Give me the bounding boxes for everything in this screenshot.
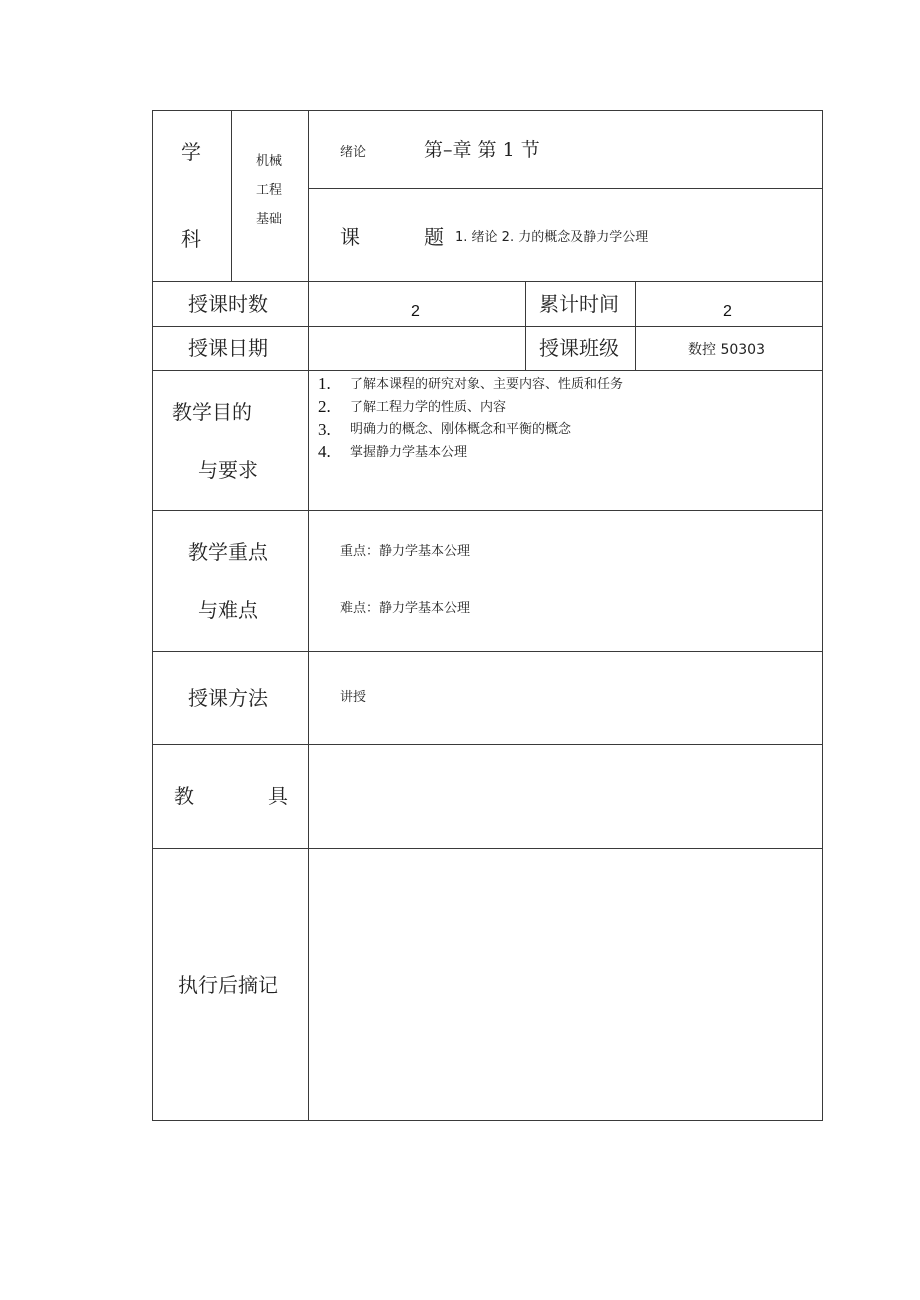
method-label: 授课方法 bbox=[188, 686, 268, 710]
method-value: 讲授 bbox=[340, 690, 367, 705]
subject-label-char1: 学 bbox=[181, 140, 201, 164]
topic-value: 1. 绪论 2. 力的概念及静力学公理 bbox=[455, 230, 649, 245]
hours-value: 2 bbox=[411, 303, 420, 320]
objective-text: 掌握静力学基本公理 bbox=[350, 445, 468, 460]
objectives-label-line2: 与要求 bbox=[198, 458, 258, 482]
cumulative-label: 累计时间 bbox=[539, 292, 619, 316]
topic-label-char2: 题 bbox=[424, 225, 444, 249]
cumulative-value: 2 bbox=[723, 303, 732, 320]
chapter-value: 第–章 第 1 节 bbox=[424, 139, 540, 161]
difficult-point-text: 难点：静力学基本公理 bbox=[340, 601, 471, 616]
class-value: 数控 50303 bbox=[688, 342, 765, 358]
date-label: 授课日期 bbox=[188, 336, 268, 360]
subject-name-line1: 机械 bbox=[256, 154, 283, 169]
section-label: 绪论 bbox=[340, 145, 367, 160]
topic-label-char1: 课 bbox=[340, 225, 360, 249]
notes-label: 执行后摘记 bbox=[178, 973, 278, 997]
key-point-text: 重点：静力学基本公理 bbox=[340, 544, 471, 559]
objective-number: 1. bbox=[318, 374, 331, 393]
objective-number: 4. bbox=[318, 442, 331, 461]
subject-name-line2: 工程 bbox=[256, 183, 283, 198]
subject-label-char2: 科 bbox=[181, 227, 201, 251]
objectives-label-line1: 教学目的 bbox=[172, 400, 252, 424]
tools-label-char2: 具 bbox=[268, 784, 288, 808]
objective-number: 3. bbox=[318, 420, 331, 439]
hours-label: 授课时数 bbox=[188, 292, 268, 316]
objective-number: 2. bbox=[318, 397, 331, 416]
subject-name-line3: 基础 bbox=[256, 212, 283, 227]
tools-label-char1: 教 bbox=[174, 784, 194, 808]
objective-text: 明确力的概念、刚体概念和平衡的概念 bbox=[350, 422, 572, 437]
keypoints-label-line2: 与难点 bbox=[198, 598, 258, 622]
keypoints-label-line1: 教学重点 bbox=[188, 540, 268, 564]
objective-text: 了解工程力学的性质、内容 bbox=[350, 400, 507, 415]
class-label: 授课班级 bbox=[539, 336, 619, 360]
objective-text: 了解本课程的研究对象、主要内容、性质和任务 bbox=[350, 377, 624, 392]
